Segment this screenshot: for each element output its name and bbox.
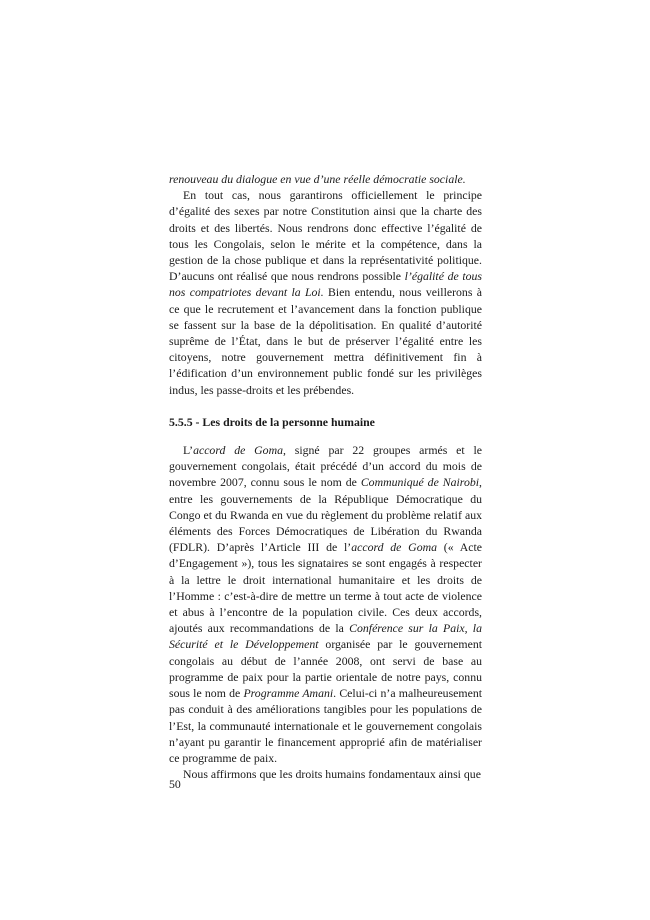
text-segment: organisée par le gouvernement congolais au début de l’année 2008, ont servi de base au programme de paix pour la partie orientale de notre pays, connu sous le nom de bbox=[169, 637, 482, 701]
text-segment: L’ bbox=[183, 443, 194, 458]
text-segment: , entre les gouvernements de la République Démocratique du Congo et du Rwanda en vue du règlement du problème relatif aux éléments des Forces Démocratiques de Libération du Rwanda (FDLR). D’après l’Article III de l’ bbox=[169, 475, 482, 555]
paragraph bbox=[169, 442, 482, 766]
text-segment: Nous affirmons que les droits humains fondamentaux ainsi que bbox=[183, 767, 481, 782]
page-number: 50 bbox=[169, 777, 181, 791]
text-segment: l’égalité de tous nos compatriotes devant la Loi. bbox=[169, 269, 482, 300]
paragraph bbox=[169, 187, 482, 398]
text-segment: Communiqué de Nairobi bbox=[360, 475, 480, 490]
text-segment: En tout cas, nous garantirons officiellement le principe d’égalité des sexes par notre Constitution ainsi que la charte des droits et des libertés. Nous rendrons donc effective l’égalité de tous les Congolais, selon le mérite et la compétence, dans la gestion de la chose publique et dans la représentativité politique. D’aucuns ont réalisé que nous rendrons possible bbox=[169, 188, 482, 284]
text-segment: accord de Goma bbox=[351, 540, 438, 555]
text-segment: Programme Amani bbox=[243, 686, 334, 701]
text-segment: 5.5.5 - Les droits de la personne humaine bbox=[169, 414, 375, 429]
text-segment: . Celui-ci n’a malheureusement pas conduit à des améliorations tangibles pour les populations de l’Est, la communauté internationale et le gouvernement congolais n’ayant pu garantir le financement approprié afin de matérialiser ce programme de paix. bbox=[169, 686, 482, 765]
text-segment: , signé par 22 groupes armés et le gouvernement congolais, était précédé d’un accord du mois de novembre 2007, connu sous le nom de bbox=[169, 443, 482, 490]
paragraph bbox=[169, 171, 482, 187]
text-segment: Conférence sur la Paix, la Sécurité et le Développement bbox=[169, 621, 482, 652]
paragraph bbox=[169, 766, 482, 782]
text-segment: accord de Goma bbox=[193, 443, 283, 458]
page-text bbox=[169, 171, 482, 782]
text-segment: renouveau du dialogue en vue d’une réelle démocratie sociale. bbox=[169, 172, 466, 186]
text-segment: (« Acte d’Engagement »), tous les signataires se sont engagés à respecter à la lettre le droit international humanitaire et les droits de l’Homme : c’est-à-dire de mettre un terme à tout acte de violence et abus à l’encontre de la population civile. Ces deux accords, ajoutés aux recommandations de la bbox=[169, 540, 482, 636]
text-segment: Bien entendu, nous veillerons à ce que le recrutement et l’avancement dans la fonction publique se fassent sur la base de la dépolitisation. En qualité d’autorité suprême de l’État, dans le but de préserver l’égalité entre les citoyens, notre gouvernement mettra définitivement fin à l’édification d’un environnement public fondé sur les privilèges indus, les passe-droits et les prébendes. bbox=[169, 285, 482, 397]
section-heading bbox=[169, 414, 482, 430]
